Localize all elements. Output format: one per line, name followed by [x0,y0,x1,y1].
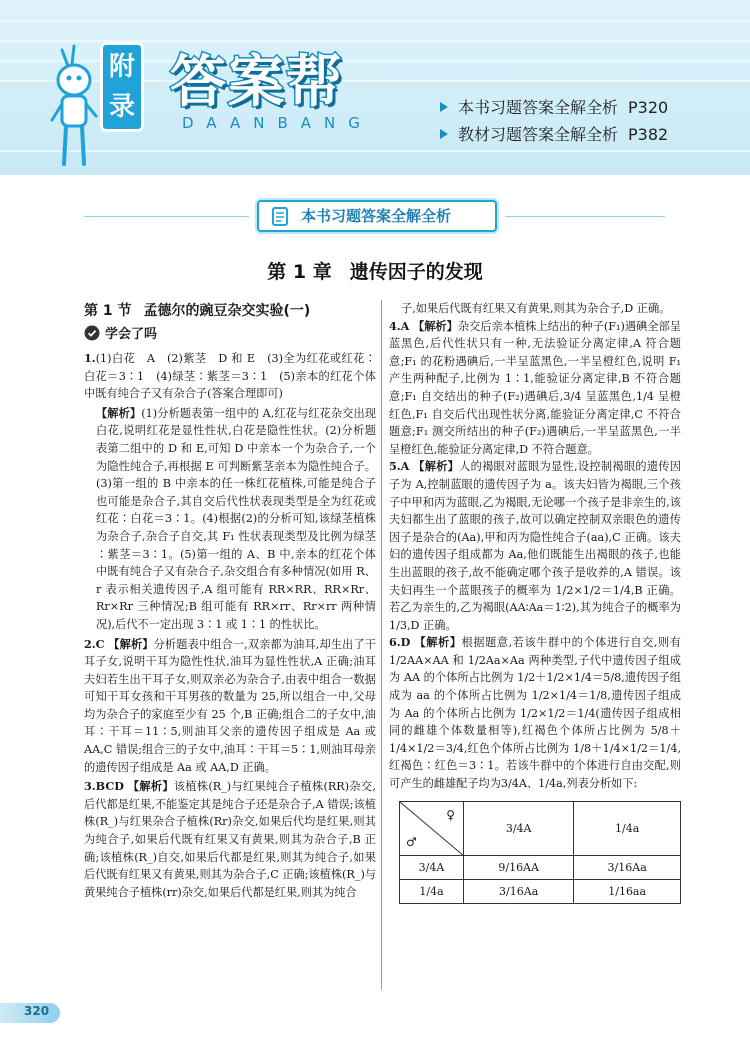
question-number: 3.BCD [84,779,124,794]
analysis-tag: 【解析】 [96,406,142,420]
table-cell: 1/16aa [574,879,681,903]
answer-item [84,778,376,901]
appendix-badge: 附录 [100,42,144,132]
table-row [400,879,681,903]
answer-item [389,458,681,634]
document-icon [271,207,291,227]
header-stripe [0,20,750,22]
answer-list [84,350,376,901]
table-col-header: 1/4a [574,801,681,855]
learn-label-text: 学会了吗 [105,327,158,342]
analysis-tag: 【解析】 [127,780,174,794]
section-number: 第 1 节 [84,303,132,319]
continued-text: 子,如果后代既有红果又有黄果,则其为杂合子,D 正确。 [401,302,671,315]
answer-item [389,634,681,792]
banner-rule-right [505,216,665,217]
table-col-header: 3/4A [464,801,574,855]
column-divider [381,300,382,990]
page-number-tab [0,1003,60,1023]
answer-index [440,94,668,148]
question-number: 6.D [389,635,411,650]
learn-label [84,324,376,348]
table-row [400,855,681,879]
banner-text: 本书习题答案全解全析 [301,207,452,225]
banner-rule-left [84,216,249,217]
answer-item [389,318,681,459]
table-cell: 3/16Aa [464,879,574,903]
question-number: 4.A [389,318,410,333]
question-number: 2.C [84,636,105,651]
check-bubble-icon [84,325,100,341]
mascot-icon [48,40,104,170]
brand-subtitle: DAANBANG [182,114,373,132]
table-row-header: 1/4a [400,879,464,903]
analysis-text: 杂交后亲本植株上结出的种子(F₁)遇碘全部呈蓝黑色,后代性状只有一种,无法验证分离定律,A 符合题意;F₁ 的花粉遇碘后,一半呈蓝黑色,一半呈橙红色,说明 F₁ 产生两种配子,比例为 1∶1,能验证分离定律,B 不符合题意;F₁ 自交结出的种子(F₂)遇碘后,3/4 呈蓝黑色,1/4 呈橙红色,F₁ 自交后代出现性状分离,能验证分离定律,C 不符合题意;F₁ 测交所结出的种子(F₂)遇碘后,一半呈蓝黑色,一半呈橙红色,能验证分离定律,D 不符合题意。 [389,319,681,456]
index-item-textbook-answers[interactable] [440,121,668,148]
table-cell: 3/16Aa [574,855,681,879]
analysis-tag: 【解析】 [412,319,458,333]
triangle-bullet-icon [440,129,448,139]
answer-text: (1)白花 A (2)紫茎 D 和 E (3)全为红花或红花∶白花＝3∶1 (4)绿茎∶紫茎＝3∶1 (5)亲本的红花个体中既有纯合子又有杂合子(答案合理即可) [84,352,376,401]
index-item-page: P382 [628,125,669,144]
page-number: 320 [24,1004,50,1018]
analysis-text: (1)分析题表第一组中的 A,红花与红花杂交出现白花,说明红花是显性性状,白花是隐性性状。(2)分析题表第二组中的 D 和 E,可知 D 中亲本一个为杂合子,一个为隐性纯合子,再根据 E 可判断紫茎亲本为隐性纯合子。(3)第一组的 B 中亲本的任一株红花植株,可能是纯合子也可能是杂合子,其自交后代性状表现类型是全为红花或红花∶白花＝3∶1。(4)根据(2)的分析可知,该绿茎植株为杂合子,杂合子自交,其 F₁ 性状表现类型及比例为绿茎∶紫茎＝3∶1。(5)第一组的 A、B 中,亲本的红花个体中既有纯合子又有杂合子,杂交组合有多种情况(如用 R、r 表示相关遗传因子,A 组可能有 RR×RR、RR×Rr、Rr×Rr 三种情况;B 组可能有 RR×rr、Rr×rr 两种情况),后代不一定出现 3∶1 或 1∶1 的性状比。 [96,406,376,631]
answer-item [84,350,376,403]
section-title [84,300,376,324]
analysis-text: 根据题意,若该牛群中的个体进行自交,则有 1/2AA×AA 和 1/2Aa×Aa 两种类型,子代中遗传因子组成为 AA 的个体所占比例为 1/2＋1/2×1/4＝5/8,遗传因子组成为 aa 的个体所占比例为 1/2×1/4＝1/8,遗传因子组成为 Aa 的个体所占比例为 1/2×1/2＝1/4(遗传因子组成相同的雌雄个体数量相等),红褐色个体所占比例为 5/8＋1/4×1/2＝3/4,红色个体所占比例为 1/8＋1/4×1/2＝1/4,红褐色∶红色＝3∶1。若该牛群中的个体进行自由交配,则可产生的雌雄配子均为3/4A、1/4a,列表分析如下: [389,636,681,791]
analysis-text: 分析题表中组合一,双亲都为油耳,却生出了干耳子女,说明干耳为隐性性状,油耳为显性性状,A 正确;油耳夫妇若生出干耳子女,则双亲必为杂合子,由表中组合一数据可知干耳女孩和干耳男孩的数量为 25,所以组合一中,父母均为杂合子的家庭至少有 25 个,B 正确;组合二的子女中,油耳∶干耳＝11∶5,则油耳父亲的遗传因子组成是 Aa 或 AA,C 错误;组合三的子女中,油耳∶干耳＝5∶1,则油耳母亲的遗传因子组成是 Aa 或 AA,D 正确。 [84,637,376,774]
section-name: 孟德尔的豌豆杂交实验(一) [143,303,311,319]
question-number: 5.A [389,459,410,474]
header-stripe [0,150,750,152]
chapter-title [0,257,750,284]
index-item-label: 教材习题答案全解全析 [458,125,619,144]
index-item-page: P320 [628,98,669,117]
gamete-table [399,801,681,904]
analysis-block [84,405,376,634]
analysis-text: 该植株(R_)与红果纯合子植株(RR)杂交,后代都是红果,不能鉴定其是纯合子还是杂合子,A 错误;该植株(R_)与红果杂合子植株(Rr)杂交,如果后代均是红果,则其为纯合子,如果后代既有红果又有黄果,则其为杂合子,B 正确;该植株(R_)自交,如果后代都是红果,则其为纯合子,如果后代既有红果又有黄果,则其为杂合子,C 正确;该植株(R_)与黄果纯合子植株(rr)杂交,如果后代都是红果,则其为纯合 [84,780,376,899]
page-header [0,0,750,175]
index-item-label: 本书习题答案全解全析 [458,98,619,117]
section-banner [257,200,497,232]
female-symbol-icon: ♀ [446,807,455,822]
index-item-book-answers[interactable] [440,94,668,121]
table-corner-cell [400,801,464,855]
table-header-row [400,801,681,855]
right-column [389,300,681,904]
analysis-tag: 【解析】 [414,636,462,650]
chapter-name: 遗传因子的发现 [349,261,483,283]
question-number: 1. [84,351,96,365]
analysis-tag: 【解析】 [108,637,154,651]
table-row-header: 3/4A [400,855,464,879]
table-cell: 9/16AA [464,855,574,879]
left-column [84,300,376,903]
chapter-number: 第 1 章 [267,261,332,283]
analysis-text: 人的褐眼对蓝眼为显性,设控制褐眼的遗传因子为 A,控制蓝眼的遗传因子为 a。该夫妇皆为褐眼,三个孩子中甲和丙为蓝眼,乙为褐眼,无论哪一个孩子是非亲生的,该夫妇都生出了蓝眼的孩子,故可以确定控制双亲眼色的遗传因子是杂合的(Aa),甲和丙为隐性纯合子(aa),C 正确。该夫妇的遗传因子组成都为 Aa,他们既能生出褐眼的孩子,也能生出蓝眼的孩子,故不能确定哪个孩子是收养的,A 错误。该夫妇再生一个蓝眼孩子的概率为 1/2×1/2＝1/4,B 正确。若乙为亲生的,乙为褐眼(AA∶Aa＝1∶2),其为纯合子的概率为 1/3,D 正确。 [389,460,681,632]
brand-title: 答案帮 [170,50,344,115]
triangle-bullet-icon [440,102,448,112]
male-symbol-icon: ♂ [406,834,417,849]
answer-item [84,636,376,777]
analysis-tag: 【解析】 [413,460,460,474]
